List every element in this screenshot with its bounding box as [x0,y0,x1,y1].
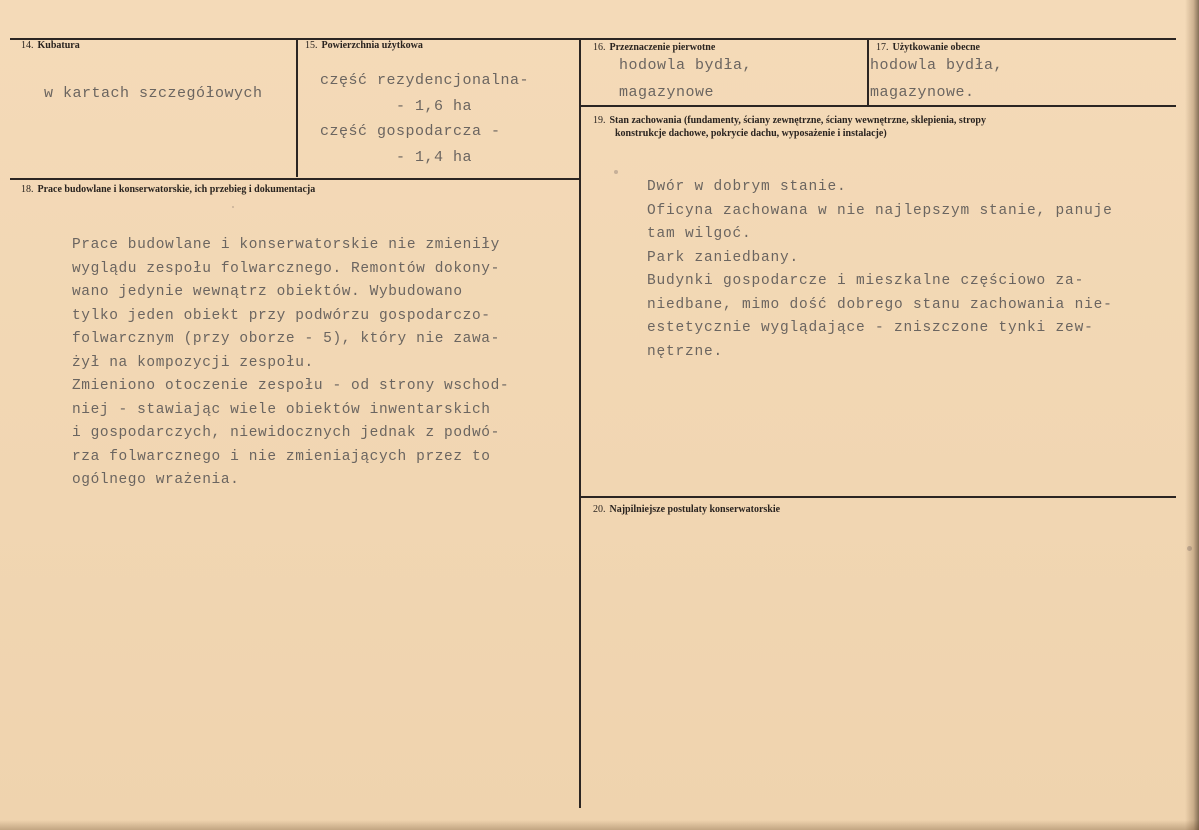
field-18-line: ogólnego wrażenia. [72,472,240,488]
field-16-title: Przeznaczenie pierwotne [609,42,716,53]
field-14-label [21,39,80,52]
field-15-value [320,68,529,170]
field-17-number: 17. [876,42,889,53]
field-19-label-cont: konstrukcje dachowe, pokrycie dachu, wyposażenie i instalacje) [615,128,887,139]
field-15-line: część gospodarcza - [320,123,501,140]
field-14-title: Kubatura [37,40,80,51]
field-18-line: tylko jeden obiekt przy podwórzu gospodarczo- [72,307,491,324]
field-19-number: 19. [593,115,606,126]
field-19-label [593,114,986,127]
field-16-value [619,52,752,106]
field-18-line: wano jedynie wewnątrz obiektów. Wybudowano [72,284,463,300]
field-19-value [647,176,1113,364]
paper-edge-bottom [0,820,1199,830]
field-18-number: 18. [21,184,34,195]
field-17-value [870,52,1003,106]
field-15-line: część rezydencjonalna- [320,72,530,89]
field-15-line: - 1,4 ha [396,148,473,166]
field-19-line: estetycznie wyglądające - zniszczone tynki zew- [647,320,1094,336]
field-18-title: Prace budowlane i konserwatorskie, ich przebieg i dokumentacja [37,184,316,195]
field-19-title: Stan zachowania (fundamenty, ściany zewnętrzne, ściany wewnętrzne, sklepienia, stropy [609,115,986,126]
field-16-number: 16. [593,42,606,53]
field-18-line: Prace budowlane i konserwatorskie nie zmieniły [72,237,500,253]
field-14-number: 14. [21,40,34,51]
field-20-label [593,503,780,516]
field-16-line: magazynowe [619,84,715,101]
field-20-number: 20. [593,504,606,515]
divider-16-17 [867,38,869,106]
field-18-line: folwarcznym (przy oborze - 5), który nie zawa- [72,331,500,347]
rule-above-20 [579,496,1176,498]
field-14-value: w kartach szczegółowych [44,85,263,102]
paper-edge-right [1185,0,1199,830]
field-18-label [21,183,315,196]
field-19-line: nętrzne. [647,343,724,360]
divider-14-15 [296,38,298,177]
field-18-value [72,234,509,493]
field-19-line: niedbane, mimo dość dobrego stanu zachowania nie- [647,296,1113,313]
field-20-title: Najpilniejsze postulaty konserwatorskie [609,504,781,515]
field-18-line: wyglądu zespołu folwarcznego. Remontów dokony- [72,260,500,277]
field-15-title: Powierzchnia użytkowa [321,40,423,51]
field-15-line: - 1,6 ha [396,97,473,115]
field-17-line: hodowla bydła, [870,57,1004,74]
paper-speck [232,206,234,208]
field-19-line: Park zaniedbany. [647,249,800,266]
paper-speck [614,170,618,174]
field-18-line: niej - stawiając wiele obiektów inwentarskich [72,401,491,418]
field-15-label [305,39,423,52]
field-17-title: Użytkowanie obecne [892,42,980,53]
rule-above-18 [10,178,581,180]
field-18-line: żył na kompozycji zespołu. [72,354,314,371]
field-18-line: Zmieniono otoczenie zespołu - od strony wschod- [72,378,510,394]
field-16-line: hodowla bydła, [619,57,753,74]
field-19-line: tam wilgoć. [647,226,752,242]
main-divider [579,38,581,808]
top-rule [10,38,1176,40]
field-15-number: 15. [305,40,318,51]
field-19-line: Budynki gospodarcze i mieszkalne częściowo za- [647,273,1085,289]
field-18-line: rza folwarcznego i nie zmieniających przez to [72,448,491,465]
field-18-line: i gospodarczych, niewidocznych jednak z podwó- [72,425,500,441]
field-17-line: magazynowe. [870,84,975,101]
field-19-line: Dwór w dobrym stanie. [647,179,847,195]
field-19-line: Oficyna zachowana w nie najlepszym stanie, panuje [647,202,1113,219]
